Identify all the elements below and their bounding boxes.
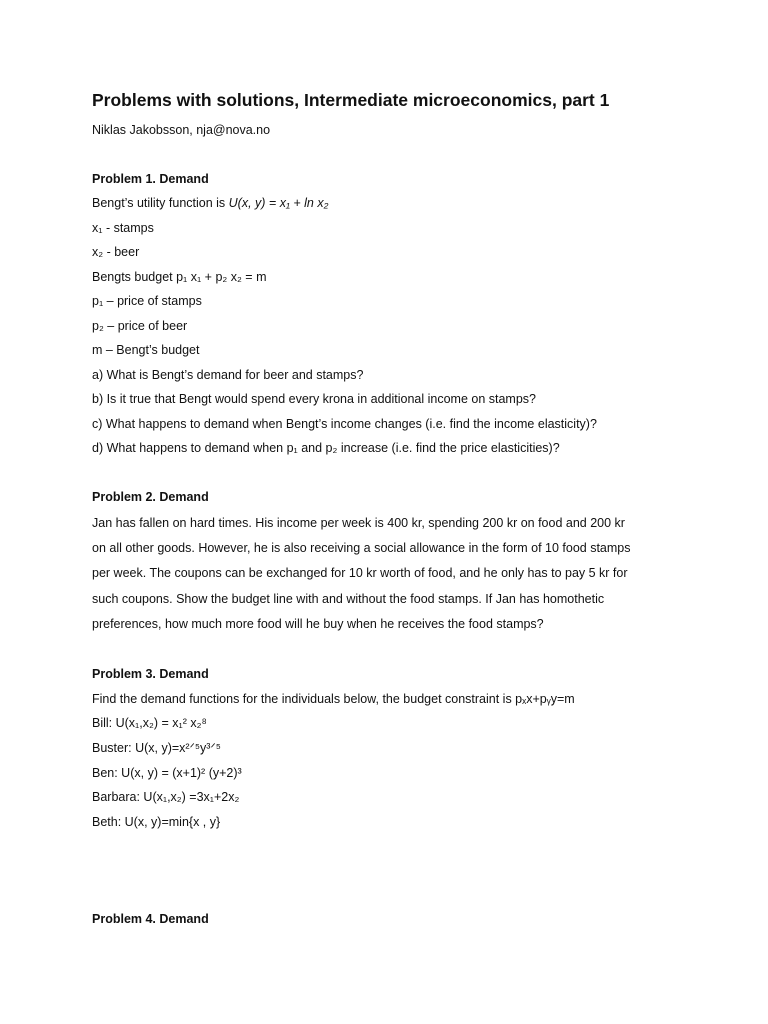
problem1-m-definition: m – Bengt’s budget <box>92 343 200 357</box>
author-line: Niklas Jakobsson, nja@nova.no <box>92 123 271 137</box>
problem4-heading: Problem 4. Demand <box>92 912 209 926</box>
problem3-heading: Problem 3. Demand <box>92 667 209 681</box>
problem1-p2-definition: p₂ – price of beer <box>92 319 188 333</box>
problem1-budget: Bengts budget p₁ x₁ + p₂ x₂ = m <box>92 270 267 284</box>
problem2-heading: Problem 2. Demand <box>92 490 209 504</box>
problem1-utility <box>92 195 328 211</box>
problem2-text-line: on all other goods. However, he is also receiving a social allowance in the form of 10 food stamps <box>92 541 631 555</box>
problem3-ben: Ben: U(x, y) = (x+1)² (y+2)³ <box>92 766 242 780</box>
problem1-question-d: d) What happens to demand when p₁ and p₂ increase (i.e. find the price elasticities)? <box>92 441 560 455</box>
document-title: Problems with solutions, Intermediate microeconomics, part 1 <box>92 90 610 110</box>
problem2-text-line: Jan has fallen on hard times. His income per week is 400 kr, spending 200 kr on food and 200 kr <box>92 516 625 530</box>
problem1-question-c: c) What happens to demand when Bengt’s income changes (i.e. find the income elasticity)? <box>92 417 597 431</box>
problem3-buster: Buster: U(x, y)=x²ᐟ⁵y³ᐟ⁵ <box>92 741 221 755</box>
problem1-heading: Problem 1. Demand <box>92 172 209 186</box>
problem3-barbara: Barbara: U(x₁,x₂) =3x₁+2x₂ <box>92 790 240 804</box>
problem2-text-line: preferences, how much more food will he buy when he receives the food stamps? <box>92 617 544 631</box>
utility-formula: U(x, y) = x₁ + ln x₂ <box>228 196 329 210</box>
problem1-x1-definition: x₁ - stamps <box>92 221 154 235</box>
problem1-p1-definition: p₁ – price of stamps <box>92 294 202 308</box>
problem2-text-line: per week. The coupons can be exchanged for 10 kr worth of food, and he only has to pay 5 kr for <box>92 566 628 580</box>
problem1-question-b: b) Is it true that Bengt would spend every krona in additional income on stamps? <box>92 392 537 406</box>
problem3-beth: Beth: U(x, y)=min{x , y} <box>92 815 221 829</box>
utility-prefix: Bengt’s utility function is <box>92 196 229 210</box>
problem1-question-a: a) What is Bengt’s demand for beer and stamps? <box>92 368 364 382</box>
problem3-bill: Bill: U(x₁,x₂) = x₁² x₂⁸ <box>92 716 207 730</box>
problem2-text-line: such coupons. Show the budget line with and without the food stamps. If Jan has homothetic <box>92 592 605 606</box>
problem3-intro: Find the demand functions for the individuals below, the budget constraint is pₓx+pᵧy=m <box>92 692 575 706</box>
problem1-x2-definition: x₂ - beer <box>92 245 140 259</box>
